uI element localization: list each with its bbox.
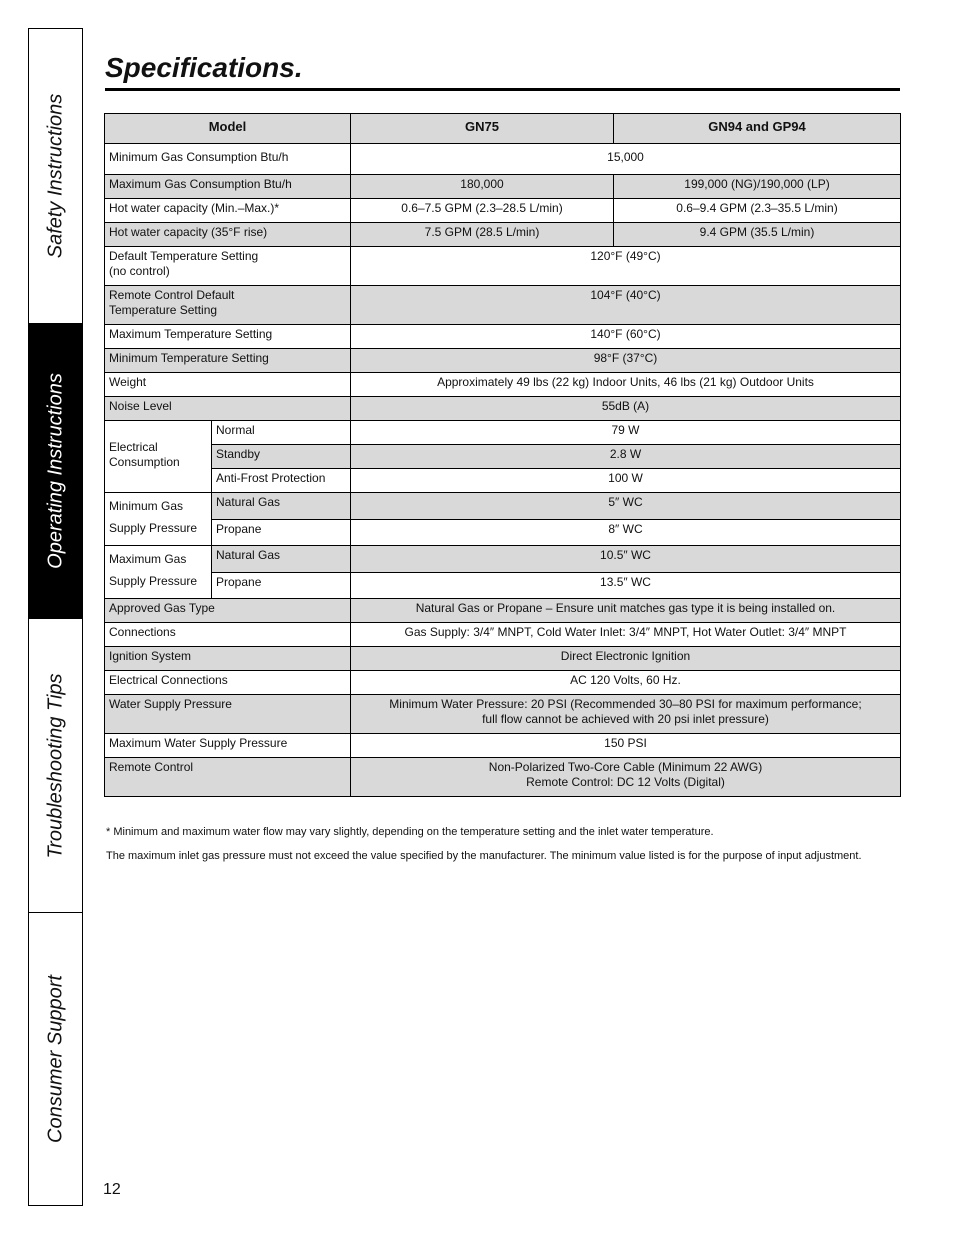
row-sublabel: Anti-Frost Protection [212, 469, 351, 493]
table-row [105, 647, 901, 671]
table-row [105, 373, 901, 397]
row-label: Minimum Gas Consumption Btu/h [105, 144, 351, 175]
row-value: 15,000 [351, 144, 901, 175]
row-value: 10.5″ WC [351, 546, 901, 573]
tab-safety-instructions[interactable] [29, 29, 82, 324]
table-row [105, 175, 901, 199]
tab-consumer-support[interactable] [29, 913, 82, 1205]
row-group-label: Maximum Gas Supply Pressure [105, 546, 212, 599]
header-model: Model [105, 114, 351, 144]
table-row [105, 144, 901, 175]
row-label: Remote Control Default Temperature Setting [105, 286, 351, 325]
row-value: 120°F (49°C) [351, 247, 901, 286]
row-label: Remote Control [105, 758, 351, 797]
row-label: Maximum Water Supply Pressure [105, 734, 351, 758]
table-row [105, 247, 901, 286]
row-label: Connections [105, 623, 351, 647]
row-group-label: Minimum Gas Supply Pressure [105, 493, 212, 546]
table-row [105, 671, 901, 695]
row-value: 55dB (A) [351, 397, 901, 421]
row-value: 8″ WC [351, 519, 901, 546]
tab-label: Safety Instructions [44, 93, 66, 259]
row-value: 100 W [351, 469, 901, 493]
table-row [105, 397, 901, 421]
row-value: Minimum Water Pressure: 20 PSI (Recommended 30–80 PSI for maximum performance; full flow cannot be achieved with 20 psi inlet pressure) [351, 695, 901, 734]
tab-label: Consumer Support [44, 975, 66, 1143]
row-label: Maximum Gas Consumption Btu/h [105, 175, 351, 199]
table-row [105, 445, 901, 469]
row-label: Electrical Connections [105, 671, 351, 695]
table-row [105, 572, 901, 599]
table-row [105, 199, 901, 223]
row-label: Maximum Temperature Setting [105, 325, 351, 349]
row-value: Approximately 49 lbs (22 kg) Indoor Units, 46 lbs (21 kg) Outdoor Units [351, 373, 901, 397]
footnotes [106, 825, 901, 873]
table-row [105, 469, 901, 493]
row-value: 13.5″ WC [351, 572, 901, 599]
row-value: AC 120 Volts, 60 Hz. [351, 671, 901, 695]
row-value: 140°F (60°C) [351, 325, 901, 349]
row-sublabel: Propane [212, 572, 351, 599]
table-row [105, 493, 901, 520]
row-value: 104°F (40°C) [351, 286, 901, 325]
table-row [105, 623, 901, 647]
table-row [105, 349, 901, 373]
row-label: Approved Gas Type [105, 599, 351, 623]
tab-troubleshooting-tips[interactable] [29, 619, 82, 913]
row-label: Water Supply Pressure [105, 695, 351, 734]
table-row [105, 286, 901, 325]
footnote: * Minimum and maximum water flow may vary slightly, depending on the temperature setting and the inlet water temperature. [106, 826, 714, 838]
row-value: Gas Supply: 3/4″ MNPT, Cold Water Inlet: 3/4″ MNPT, Hot Water Outlet: 3/4″ MNPT [351, 623, 901, 647]
footnote: The maximum inlet gas pressure must not exceed the value specified by the manufacturer. The minimum value listed is for the purpose of input adjustment. [106, 850, 862, 862]
header-gn75: GN75 [351, 114, 614, 144]
row-label: Ignition System [105, 647, 351, 671]
section-tabs [28, 28, 83, 1206]
row-value: 79 W [351, 421, 901, 445]
table-row [105, 325, 901, 349]
tab-label: Operating Instructions [44, 373, 66, 569]
header-gn94: GN94 and GP94 [614, 114, 901, 144]
row-value: 5″ WC [351, 493, 901, 520]
row-value: 2.8 W [351, 445, 901, 469]
row-value-gn94: 9.4 GPM (35.5 L/min) [614, 223, 901, 247]
tab-operating-instructions[interactable] [29, 324, 82, 619]
table-row [105, 223, 901, 247]
row-sublabel: Natural Gas [212, 493, 351, 520]
row-value: 150 PSI [351, 734, 901, 758]
row-sublabel: Propane [212, 519, 351, 546]
row-value: 98°F (37°C) [351, 349, 901, 373]
row-value-gn94: 199,000 (NG)/190,000 (LP) [614, 175, 901, 199]
specifications-table [104, 113, 901, 797]
row-value-gn75: 180,000 [351, 175, 614, 199]
page-title: Specifications. [105, 52, 303, 83]
row-label: Hot water capacity (Min.–Max.)* [105, 199, 351, 223]
table-header-row [105, 114, 901, 144]
row-label: Noise Level [105, 397, 351, 421]
row-sublabel: Standby [212, 445, 351, 469]
tab-label: Troubleshooting Tips [44, 672, 66, 859]
row-value-gn94: 0.6–9.4 GPM (2.3–35.5 L/min) [614, 199, 901, 223]
table-row [105, 519, 901, 546]
table-row [105, 546, 901, 573]
table-row [105, 695, 901, 734]
row-group-label: Electrical Consumption [105, 421, 212, 493]
table-row [105, 734, 901, 758]
row-sublabel: Natural Gas [212, 546, 351, 573]
table-row [105, 421, 901, 445]
row-value-gn75: 7.5 GPM (28.5 L/min) [351, 223, 614, 247]
row-label: Weight [105, 373, 351, 397]
row-value: Natural Gas or Propane – Ensure unit matches gas type it is being installed on. [351, 599, 901, 623]
row-value-gn75: 0.6–7.5 GPM (2.3–28.5 L/min) [351, 199, 614, 223]
row-label: Default Temperature Setting (no control) [105, 247, 351, 286]
title-rule [105, 88, 900, 91]
row-value: Non-Polarized Two-Core Cable (Minimum 22 AWG) Remote Control: DC 12 Volts (Digital) [351, 758, 901, 797]
row-label: Minimum Temperature Setting [105, 349, 351, 373]
table-row [105, 758, 901, 797]
row-sublabel: Normal [212, 421, 351, 445]
row-value: Direct Electronic Ignition [351, 647, 901, 671]
table-row [105, 599, 901, 623]
row-label: Hot water capacity (35°F rise) [105, 223, 351, 247]
page-number: 12 [103, 1181, 121, 1198]
